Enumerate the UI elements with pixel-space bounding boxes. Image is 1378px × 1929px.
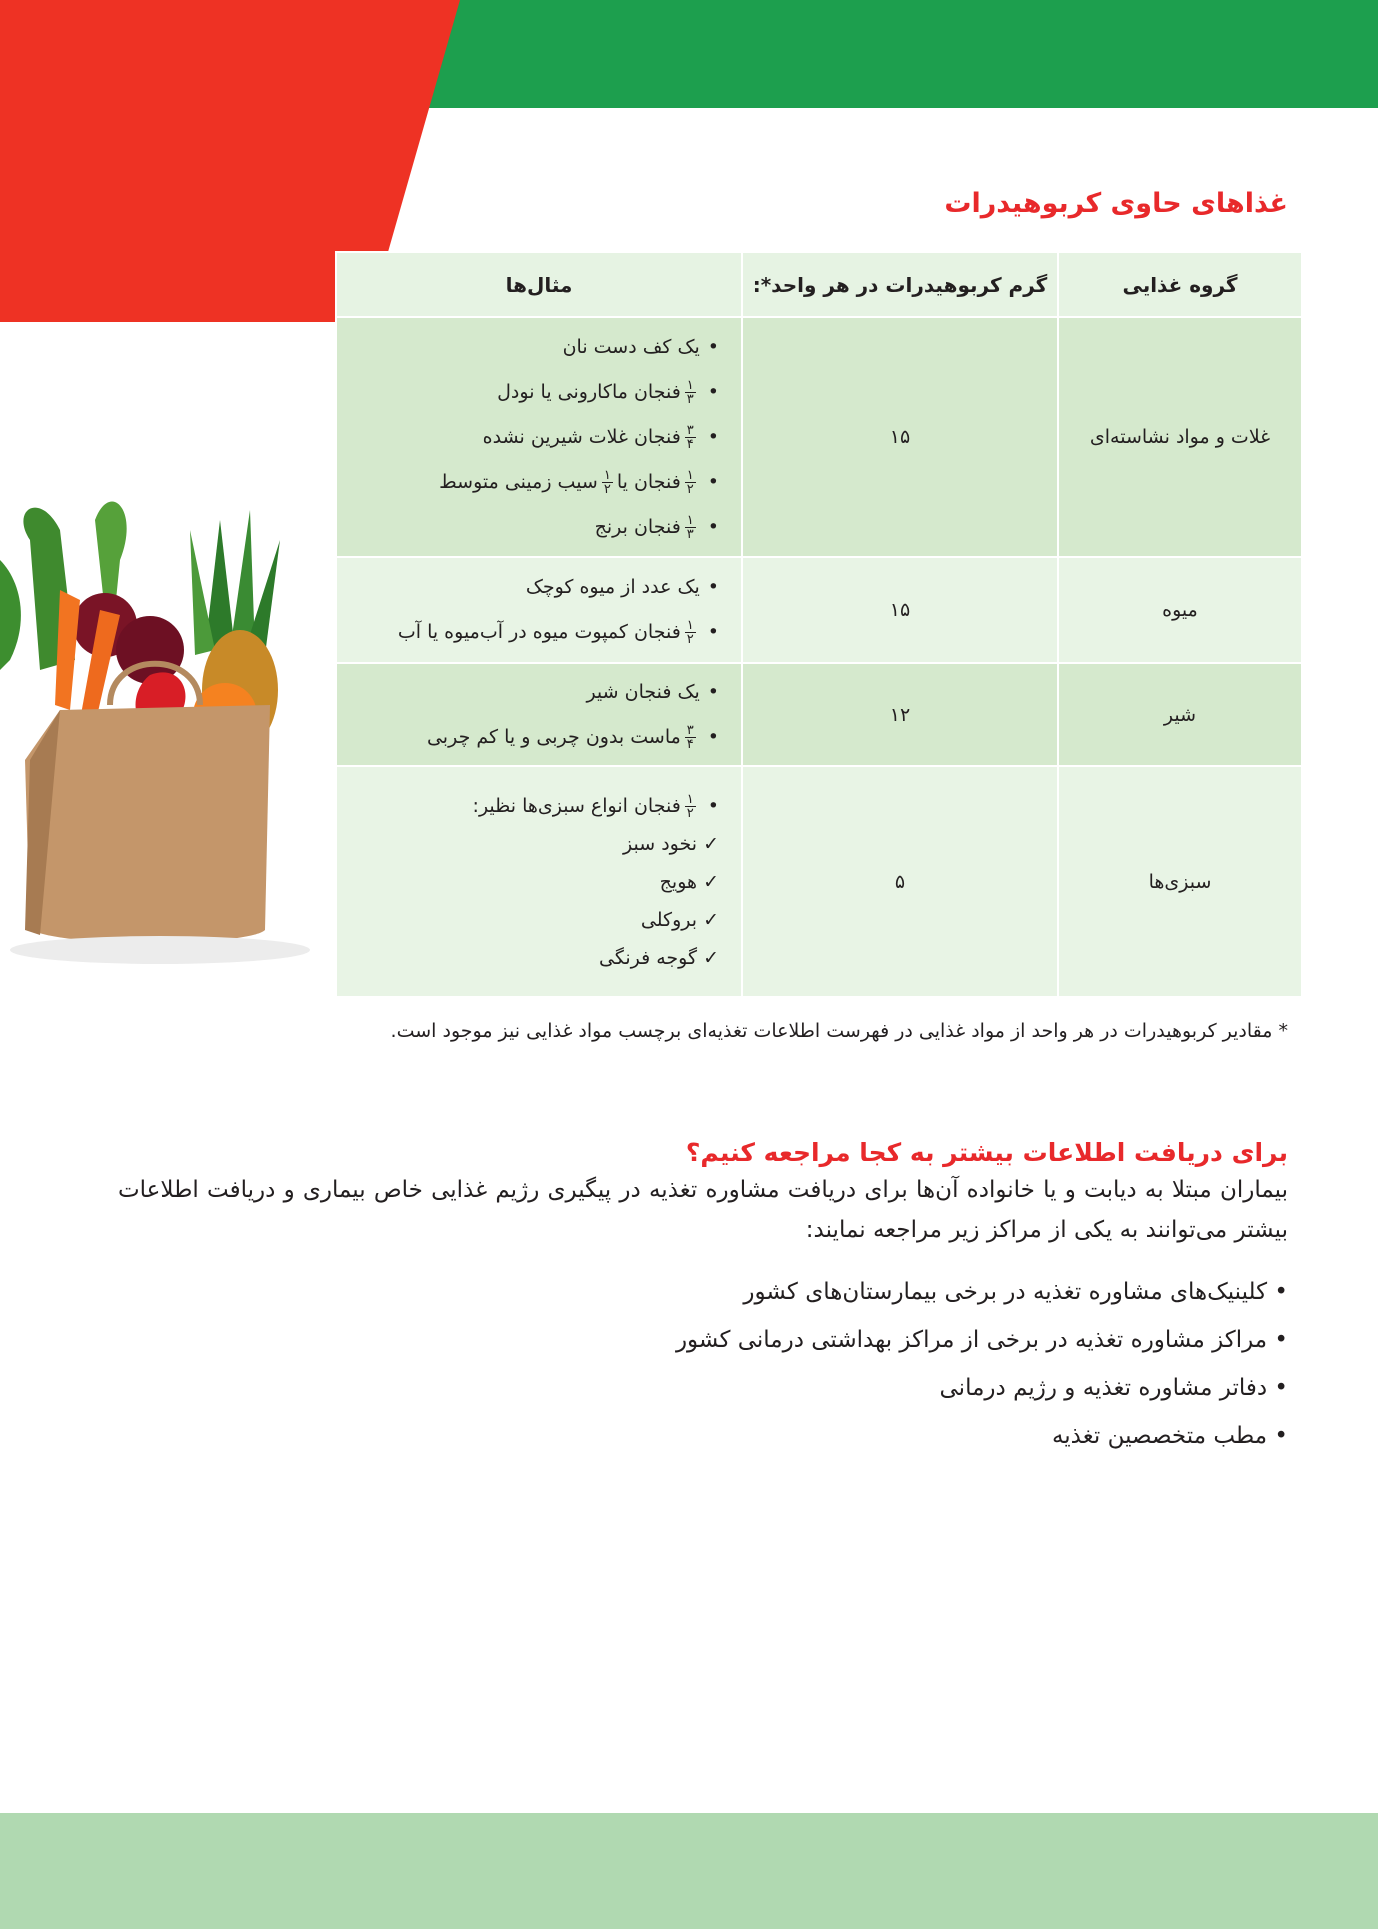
carb-grams-cell: ۵ (742, 766, 1058, 997)
food-group-cell: میوه (1058, 557, 1302, 663)
fraction: $\frac{۱}{۳}$ (686, 512, 694, 542)
carb-grams-cell: ۱۲ (742, 663, 1058, 766)
examples-cell (336, 557, 742, 663)
checkmark-icon: ✓ (697, 832, 719, 855)
example-item: •یک عدد از میوه کوچک (525, 576, 719, 598)
fraction: $\frac{۱}{۲}$ (603, 467, 611, 497)
fraction: $\frac{۳}{۴}$ (686, 422, 694, 452)
more-info-heading: برای دریافت اطلاعات بیشتر به کجا مراجعه کنیم؟ (685, 1137, 1288, 1167)
example-item: • $\frac{۱}{۲}$ فنجان یا $\frac{۱}{۲}$ سیب زمینی متوسط (439, 467, 719, 497)
food-group-cell: غلات و مواد نشاسته‌ای (1058, 317, 1302, 557)
table-row (336, 766, 1302, 997)
list-item: • دفاتر مشاوره تغذیه و رژیم درمانی (939, 1375, 1288, 1401)
checkmark-icon: ✓ (697, 870, 719, 893)
example-item: •یک کف دست نان (562, 335, 719, 358)
example-item: •یک فنجان شیر (586, 680, 719, 703)
check-item: ✓ نخود سبز (623, 832, 719, 855)
carb-table (335, 251, 1303, 998)
col-header-examples: مثال‌ها (336, 252, 742, 317)
fraction: $\frac{۳}{۴}$ (686, 722, 694, 752)
fraction: $\frac{۱}{۲}$ (686, 791, 694, 821)
list-item: • مراکز مشاوره تغذیه در برخی از مراکز بهداشتی درمانی کشور (675, 1327, 1288, 1353)
table-footnote: * مقادیر کربوهیدرات در هر واحد از مواد غذایی در فهرست اطلاعات تغذیه‌ای برچسب مواد غذایی نیز موجود است. (390, 1020, 1288, 1042)
checkmark-icon: ✓ (697, 908, 719, 931)
fraction: $\frac{۱}{۲}$ (686, 618, 694, 647)
check-item: ✓ گوجه فرنگی (599, 946, 719, 969)
centers-list (676, 1268, 1288, 1460)
table-row (336, 663, 1302, 766)
check-item: ✓ هویج (659, 870, 719, 893)
grocery-bag-illustration (0, 500, 340, 970)
food-group-cell: سبزی‌ها (1058, 766, 1302, 997)
col-header-carb-grams: گرم کربوهیدرات در هر واحد*: (742, 252, 1058, 317)
more-info-paragraph: بیماران مبتلا به دیابت و یا خانواده آن‌ها برای دریافت مشاوره تغذیه در پیگیری رژیم غذایی خاص بیماری و دریافت اطلاعات بیشتر می‌توانند به یکی از مراکز زیر مراجعه نمایند: (118, 1177, 1288, 1243)
carb-grams-cell: ۱۵ (742, 557, 1058, 663)
examples-cell (336, 317, 742, 557)
col-header-food-group: گروه غذایی (1058, 252, 1302, 317)
example-item: • $\frac{۱}{۳}$ فنجان برنج (594, 512, 719, 542)
food-group-cell: شیر (1058, 663, 1302, 766)
footer-green-band (0, 1813, 1378, 1929)
list-item: • مطب متخصصین تغذیه (1051, 1423, 1288, 1449)
check-item: ✓ بروکلی (640, 908, 719, 931)
examples-cell (336, 663, 742, 766)
fraction: $\frac{۱}{۳}$ (686, 377, 694, 407)
list-item: • کلینیک‌های مشاوره تغذیه در برخی بیمارستان‌های کشور (743, 1279, 1288, 1305)
carb-grams-cell: ۱۵ (742, 317, 1058, 557)
carb-foods-heading: غذاهای حاوی کربوهیدرات (944, 188, 1288, 220)
example-item: • $\frac{۳}{۴}$ ماست بدون چربی و یا کم چربی (426, 722, 719, 752)
checkmark-icon: ✓ (697, 946, 719, 969)
example-item: • $\frac{۱}{۲}$ فنجان کمپوت میوه در آب‌میوه یا آب (397, 618, 719, 647)
table-row (336, 317, 1302, 557)
examples-cell (336, 766, 742, 997)
table-row (336, 557, 1302, 663)
example-item: • $\frac{۱}{۳}$ فنجان ماکارونی یا نودل (497, 377, 719, 407)
example-item: • $\frac{۱}{۲}$ فنجان انواع سبزی‌ها نظیر: (472, 791, 719, 821)
example-item: • $\frac{۳}{۴}$ فنجان غلات شیرین نشده (482, 422, 719, 452)
fraction: $\frac{۱}{۲}$ (686, 467, 694, 497)
